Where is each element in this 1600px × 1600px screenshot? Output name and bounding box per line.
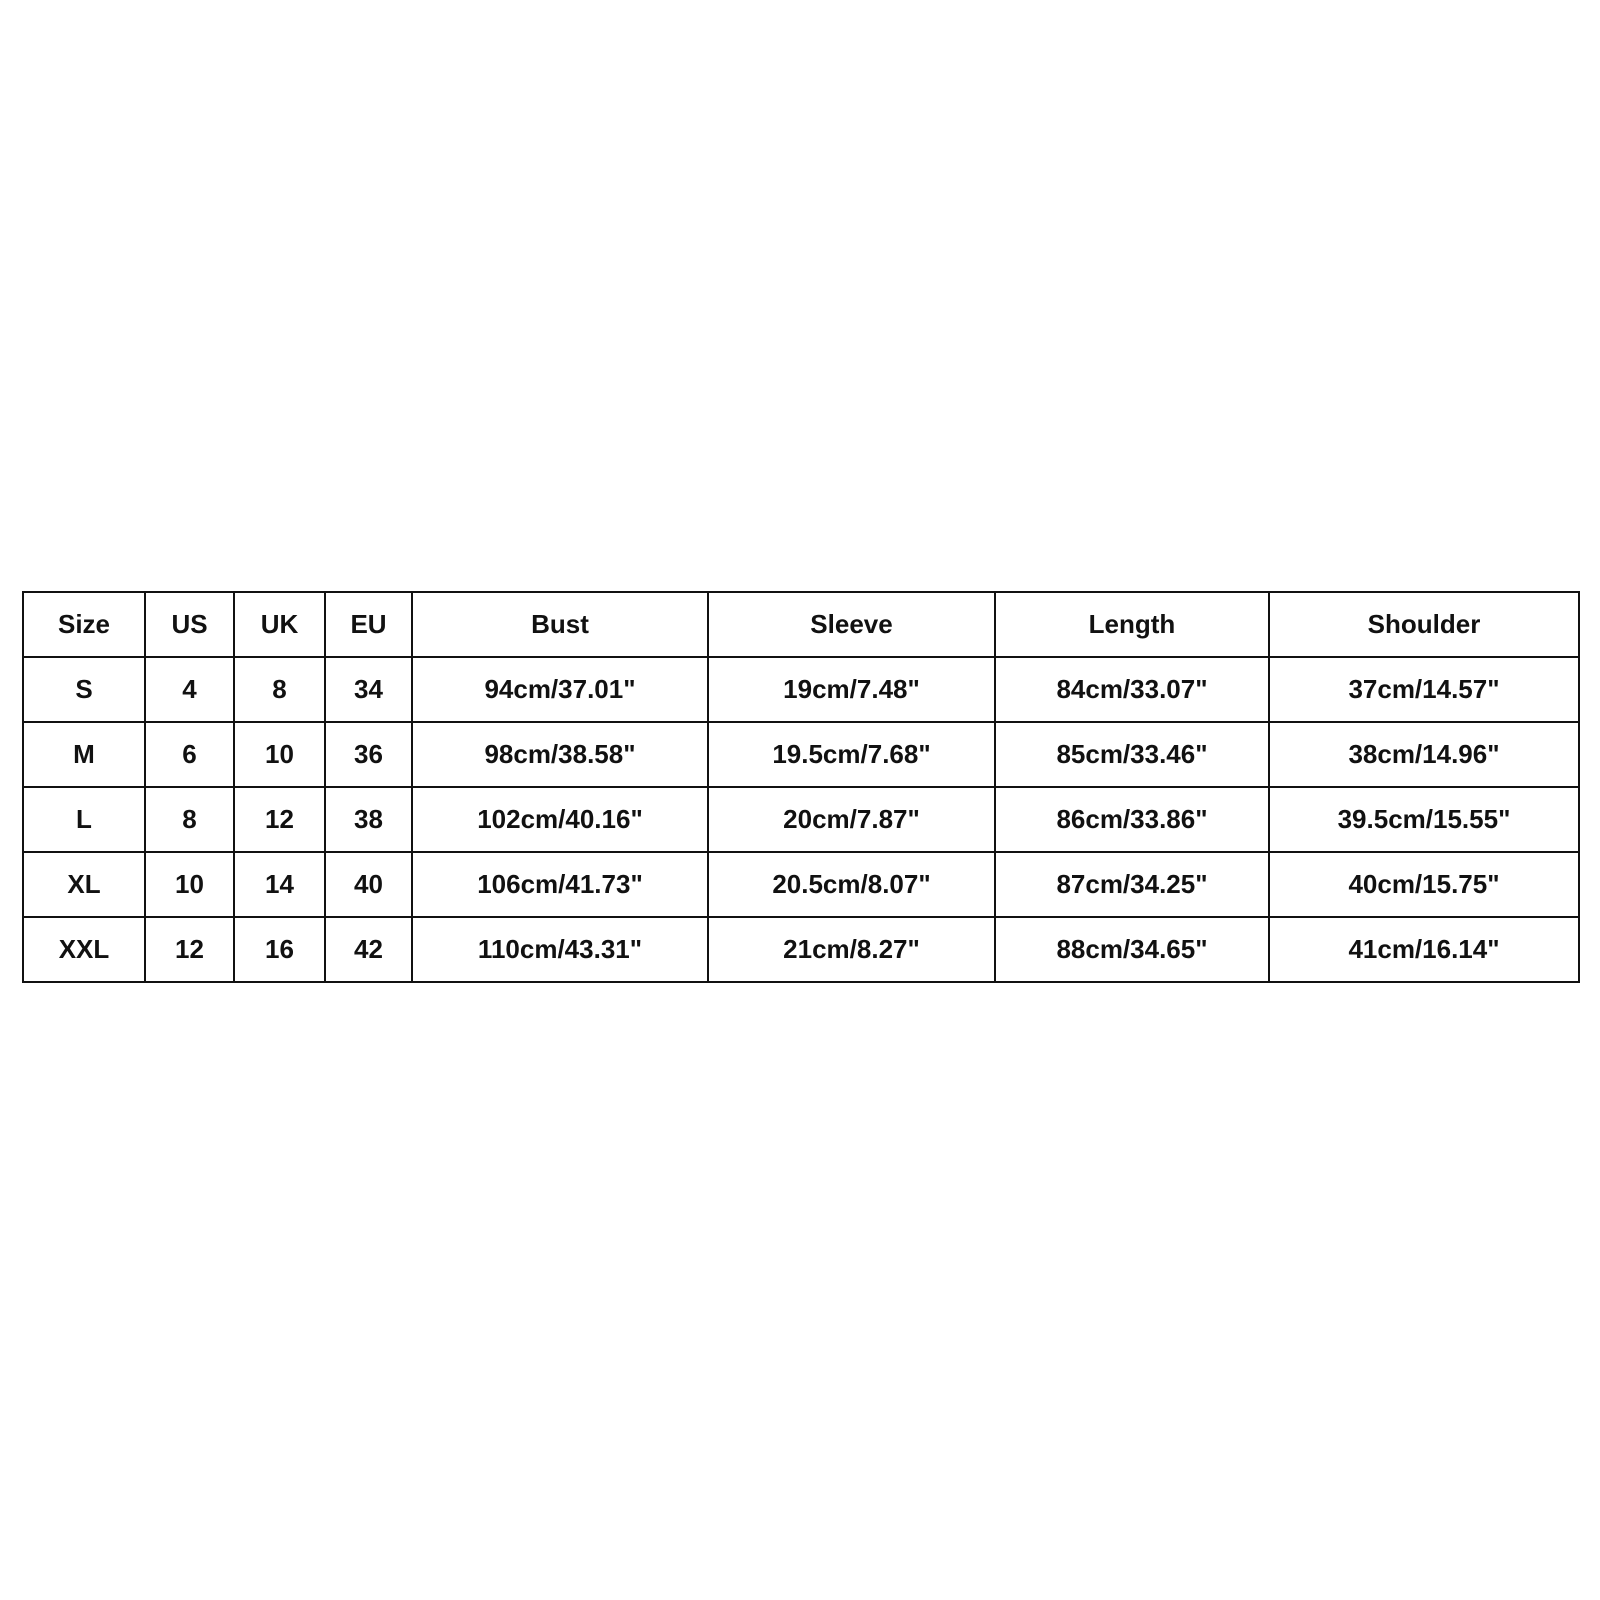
cell-length: 86cm/33.86" [995, 787, 1269, 852]
cell-size: XXL [23, 917, 145, 982]
cell-eu: 36 [325, 722, 412, 787]
header-shoulder: Shoulder [1269, 592, 1579, 657]
header-sleeve: Sleeve [708, 592, 995, 657]
table-row [23, 917, 1579, 982]
cell-us: 4 [145, 657, 234, 722]
cell-sleeve: 19.5cm/7.68" [708, 722, 995, 787]
cell-uk: 8 [234, 657, 325, 722]
cell-bust: 102cm/40.16" [412, 787, 708, 852]
cell-length: 84cm/33.07" [995, 657, 1269, 722]
header-length: Length [995, 592, 1269, 657]
cell-us: 8 [145, 787, 234, 852]
table-row [23, 787, 1579, 852]
table-row [23, 722, 1579, 787]
cell-length: 87cm/34.25" [995, 852, 1269, 917]
table-row [23, 852, 1579, 917]
header-eu: EU [325, 592, 412, 657]
cell-bust: 98cm/38.58" [412, 722, 708, 787]
cell-us: 12 [145, 917, 234, 982]
cell-size: M [23, 722, 145, 787]
header-us: US [145, 592, 234, 657]
header-bust: Bust [412, 592, 708, 657]
cell-size: XL [23, 852, 145, 917]
cell-sleeve: 19cm/7.48" [708, 657, 995, 722]
cell-length: 85cm/33.46" [995, 722, 1269, 787]
table-row [23, 657, 1579, 722]
cell-size: S [23, 657, 145, 722]
cell-bust: 94cm/37.01" [412, 657, 708, 722]
cell-shoulder: 39.5cm/15.55" [1269, 787, 1579, 852]
cell-sleeve: 20cm/7.87" [708, 787, 995, 852]
cell-sleeve: 21cm/8.27" [708, 917, 995, 982]
cell-us: 10 [145, 852, 234, 917]
cell-uk: 16 [234, 917, 325, 982]
cell-uk: 14 [234, 852, 325, 917]
cell-bust: 106cm/41.73" [412, 852, 708, 917]
header-row [23, 592, 1579, 657]
header-uk: UK [234, 592, 325, 657]
cell-eu: 38 [325, 787, 412, 852]
size-chart-table [22, 591, 1580, 983]
cell-eu: 42 [325, 917, 412, 982]
cell-eu: 34 [325, 657, 412, 722]
cell-size: L [23, 787, 145, 852]
cell-eu: 40 [325, 852, 412, 917]
cell-us: 6 [145, 722, 234, 787]
cell-length: 88cm/34.65" [995, 917, 1269, 982]
cell-shoulder: 37cm/14.57" [1269, 657, 1579, 722]
cell-shoulder: 40cm/15.75" [1269, 852, 1579, 917]
cell-shoulder: 38cm/14.96" [1269, 722, 1579, 787]
cell-uk: 10 [234, 722, 325, 787]
cell-sleeve: 20.5cm/8.07" [708, 852, 995, 917]
cell-shoulder: 41cm/16.14" [1269, 917, 1579, 982]
cell-bust: 110cm/43.31" [412, 917, 708, 982]
cell-uk: 12 [234, 787, 325, 852]
header-size: Size [23, 592, 145, 657]
